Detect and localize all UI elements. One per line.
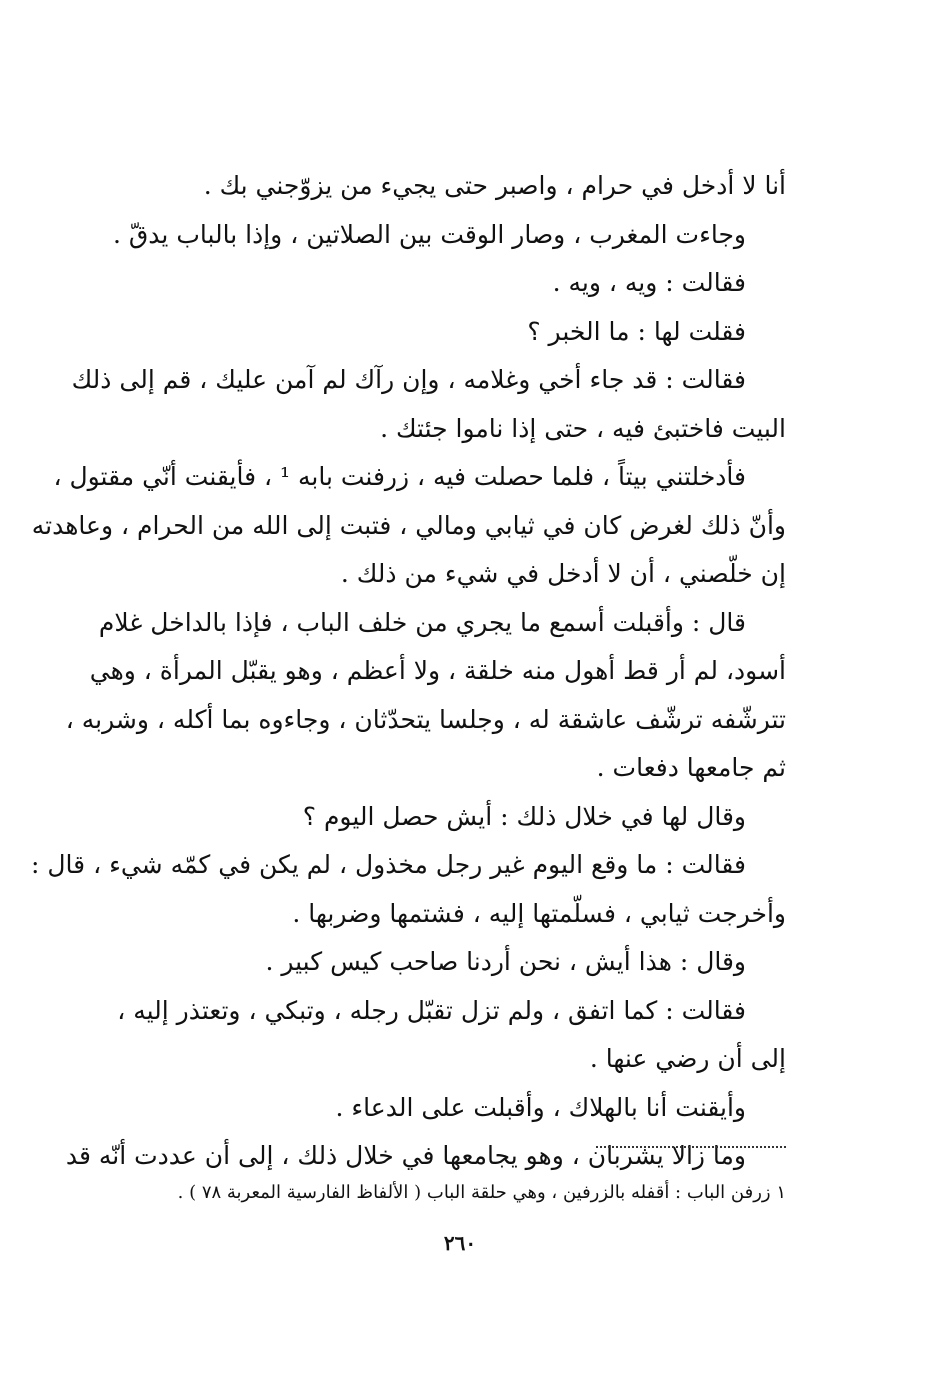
text-line: وقال : هذا أيش ، نحن أردنا صاحب كيس كبير . xyxy=(265,947,746,976)
text-line: ثم جامعها دفعات . xyxy=(596,753,786,782)
text-line: أسود، لم أر قط أهول منه خلقة ، ولا أعظم ، وهو يقبّل المرأة ، وهي xyxy=(89,656,786,685)
text-line: أنا لا أدخل في حرام ، واصبر حتى يجيء من يزوّجني بك . xyxy=(203,171,786,200)
text-line: البيت فاختبئ فيه ، حتى إذا ناموا جئتك . xyxy=(380,413,786,443)
text-line: وجاءت المغرب ، وصار الوقت بين الصلاتين ، وإذا بالباب يدقّ . xyxy=(113,219,746,249)
text-line: فقالت : قد جاء أخي وغلامه ، وإن رآك لم آمن عليك ، قم إلى ذلك xyxy=(71,365,746,394)
text-line: فقالت : ما وقع اليوم غير رجل مخذول ، لم يكن في كمّه شيء ، قال : xyxy=(31,850,746,879)
text-line: إلى أن رضي عنها . xyxy=(589,1044,786,1073)
text-line: فقالت : ويه ، ويه . xyxy=(552,268,746,297)
text-line: تترشّفه ترشّف عاشقة له ، وجلسا يتحدّثان ، وجاءوه بما أكله ، وشربه ، xyxy=(65,704,786,734)
page-number: ٢٦٠ xyxy=(443,1231,477,1255)
text-line: وأيقنت أنا بالهلاك ، وأقبلت على الدعاء . xyxy=(335,1092,746,1122)
text-line: وقال لها في خلال ذلك : أيش حصل اليوم ؟ xyxy=(302,801,746,831)
footnote: ١ زرفن الباب : أقفله بالزرفين ، وهي حلقة الباب ( الألفاظ الفارسية المعربة ٧٨ ) . xyxy=(177,1182,786,1203)
body-text xyxy=(31,162,786,1181)
text-line: وما زالا يشربان ، وهو يجامعها في خلال ذلك ، إلى أن عددت أنّه قد xyxy=(65,1141,746,1170)
footnote-separator xyxy=(596,1146,786,1148)
text-line: إن خلّصني ، أن لا أدخل في شيء من ذلك . xyxy=(340,559,786,588)
text-line: وأخرجت ثيابي ، فسلّمتها إليه ، فشتمها وضربها . xyxy=(292,898,786,928)
text-line: فأدخلتني بيتاً ، فلما حصلت فيه ، زرفنت بابه ¹ ، فأيقنت أنّي مقتول ، xyxy=(53,462,746,491)
text-line: قال : وأقبلت أسمع ما يجري من خلف الباب ، فإذا بالداخل غلام xyxy=(98,607,746,637)
text-line: فقلت لها : ما الخبر ؟ xyxy=(527,316,746,346)
text-line: وأنّ ذلك لغرض كان في ثيابي ومالي ، فتبت إلى الله من الحرام ، وعاهدته xyxy=(31,510,786,540)
text-line: فقالت : كما اتفق ، ولم تزل تقبّل رجله ، وتبكي ، وتعتذر إليه ، xyxy=(117,995,746,1025)
